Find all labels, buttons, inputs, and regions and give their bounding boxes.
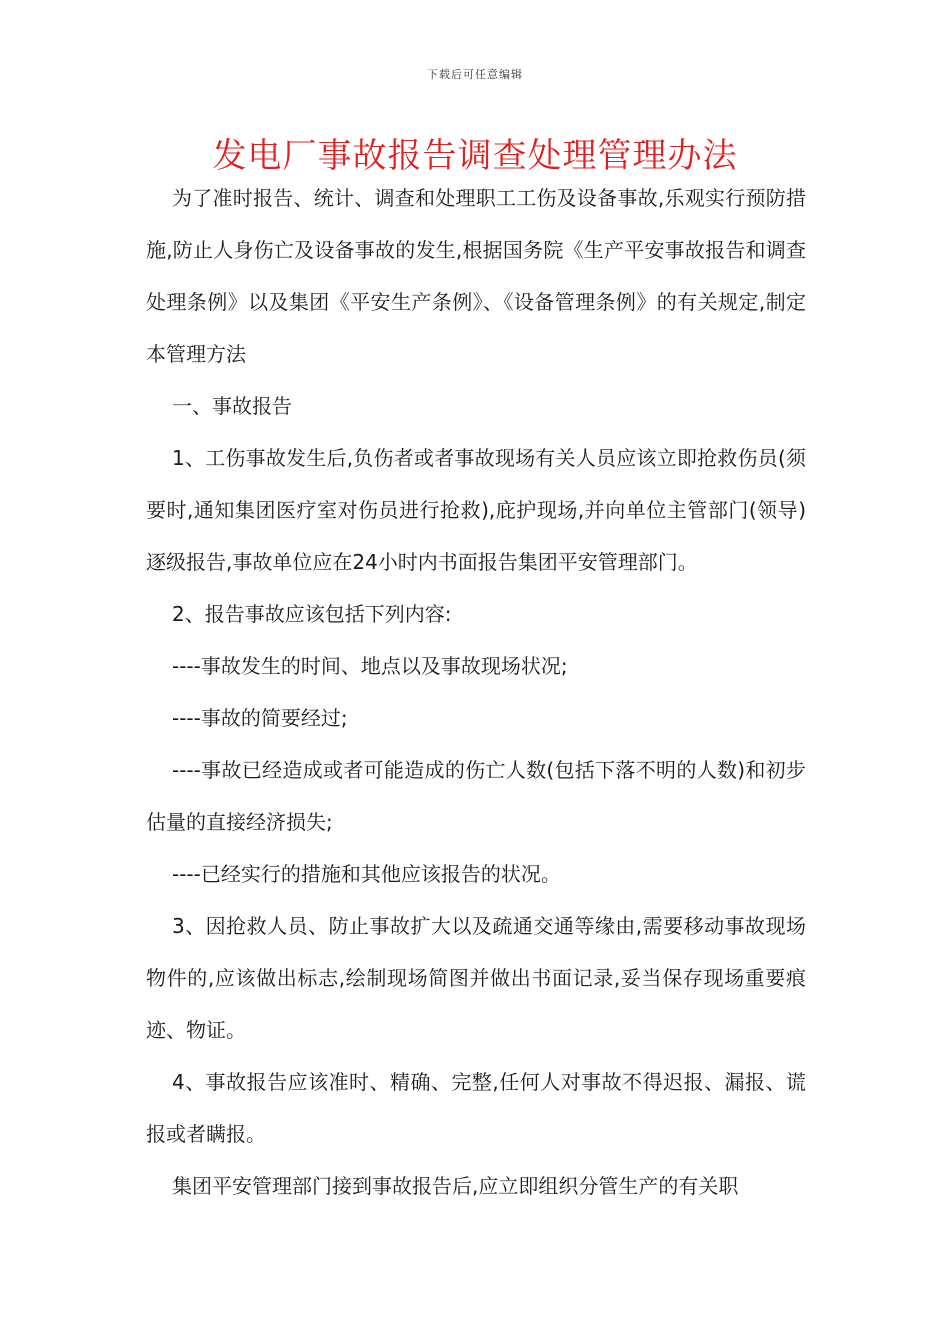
document-body bbox=[146, 172, 806, 1212]
paragraph-item-4: 4、事故报告应该准时、精确、完整,任何人对事故不得迟报、漏报、谎报或者瞒报。 bbox=[146, 1070, 806, 1146]
list-item-time-location: ----事故发生的时间、地点以及事故现场状况; bbox=[172, 654, 568, 678]
paragraph-item-2: 2、报告事故应该包括下列内容: bbox=[172, 602, 452, 626]
paragraph-item-1: 1、工伤事故发生后,负伤者或者事故现场有关人员应该立即抢救伤员(须要时,通知集团医疗室对伤员进行抢救),庇护现场,并向单位主管部门(领导)逐级报告,事故单位应在24小时内书面报告集团平安管理部门。 bbox=[146, 446, 806, 574]
list-item-measures: ----已经实行的措施和其他应该报告的状况。 bbox=[172, 862, 561, 886]
paragraph-group-safety: 集团平安管理部门接到事故报告后,应立即组织分管生产的有关职 bbox=[172, 1174, 739, 1198]
paragraph-intro: 为了准时报告、统计、调查和处理职工工伤及设备事故,乐观实行预防措施,防止人身伤亡及设备事故的发生,根据国务院《生产平安事故报告和调查处理条例》以及集团《平安生产条例》、《设备管理条例》的有关规定,制定本管理方法 bbox=[146, 186, 806, 366]
list-item-casualties: ----事故已经造成或者可能造成的伤亡人数(包括下落不明的人数)和初步估量的直接经济损失; bbox=[146, 758, 806, 834]
section-heading-accident-report: 一、事故报告 bbox=[172, 394, 292, 418]
paragraph-item-3: 3、因抢救人员、防止事故扩大以及疏通交通等缘由,需要移动事故现场物件的,应该做出标志,绘制现场简图并做出书面记录,妥当保存现场重要痕迹、物证。 bbox=[146, 914, 806, 1042]
list-item-brief-course: ----事故的简要经过; bbox=[172, 706, 348, 730]
header-note: 下载后可任意编辑 bbox=[427, 68, 523, 81]
document-title: 发电厂事故报告调查处理管理办法 bbox=[212, 136, 738, 176]
